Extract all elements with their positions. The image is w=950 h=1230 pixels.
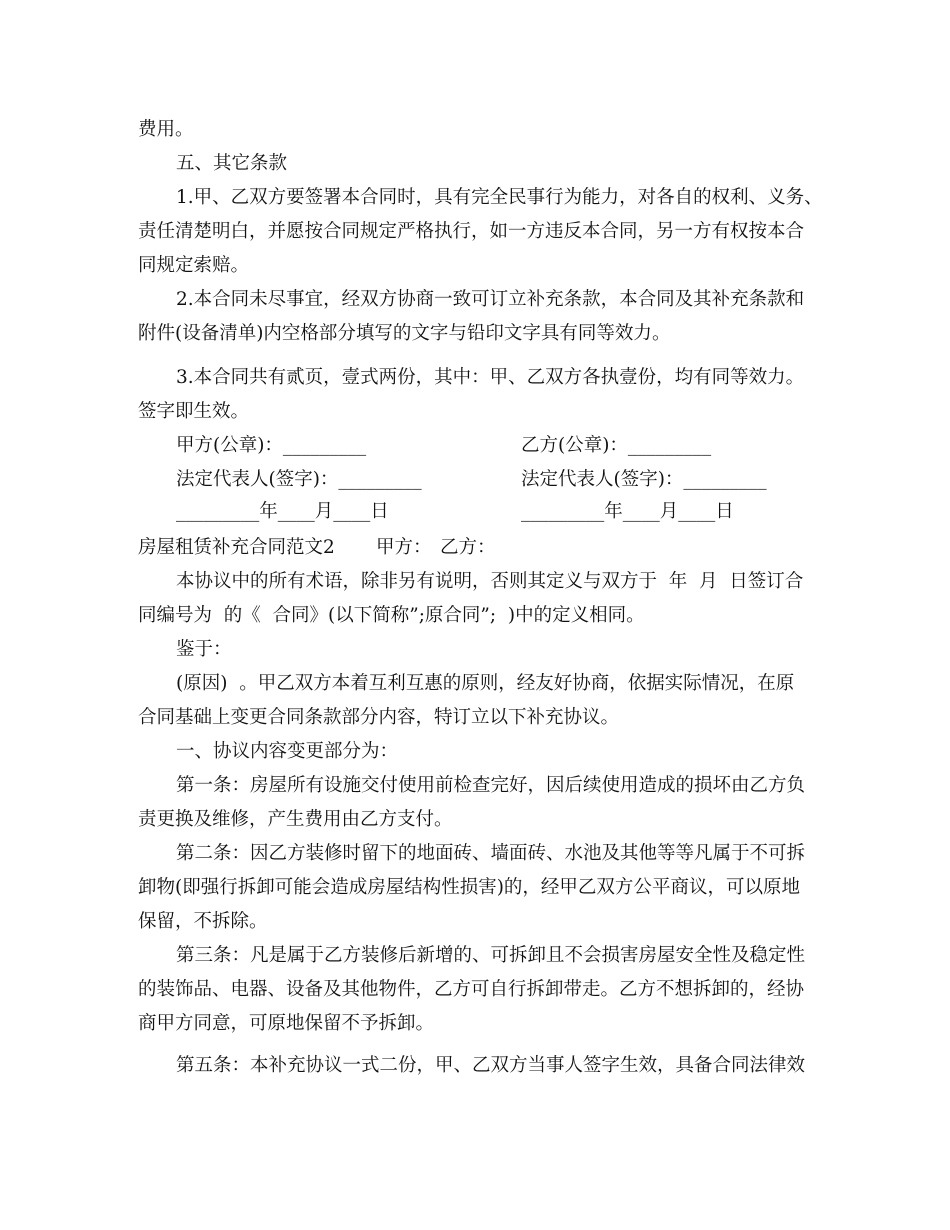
text-line: 第一条：房屋所有设施交付使用前检查完好，因后续使用造成的损坏由乙方负 — [176, 775, 806, 796]
text-line: 的装饰品、电器、设备及其他物件，乙方可自行拆卸带走。乙方不想拆卸的，经协 — [138, 979, 805, 1000]
party-b-label: 乙方： — [440, 537, 496, 558]
text-line: 费用。 — [138, 119, 194, 140]
text-line: 1.甲、乙双方要签署本合同时，具有完全民事行为能力，对各自的权利、义务、 — [176, 187, 823, 208]
text-line: 3.本合同共有贰页，壹式两份，其中：甲、乙双方各执壹份，均有同等效力。 — [176, 367, 805, 388]
text-line: 卸物(即强行拆卸可能会造成房屋结构性损害)的，经甲乙双方公平商议，可以原地 — [138, 877, 800, 898]
party-b-seal-field: 乙方(公章)：_________ — [521, 435, 712, 456]
text-line: 保留，不拆除。 — [138, 911, 268, 932]
text-line: 责更换及维修，产生费用由乙方支付。 — [138, 809, 453, 830]
text-line: 第三条：凡是属于乙方装修后新增的、可拆卸且不会损害房屋安全性及稳定性 — [176, 945, 806, 966]
text-line: 本协议中的所有术语，除非另有说明，否则其定义与双方于 年 月 日签订合 — [176, 571, 804, 592]
party-b-rep-field: 法定代表人(签字)：_________ — [521, 469, 767, 490]
text-line: 签字即生效。 — [138, 401, 250, 422]
text-line: 附件(设备清单)内空格部分填写的文字与铅印文字具有同等效力。 — [138, 323, 671, 344]
section-heading: 一、协议内容变更部分为： — [176, 741, 399, 762]
section-heading: 五、其它条款 — [176, 153, 288, 174]
text-line: 鉴于： — [176, 639, 232, 660]
text-line: 合同基础上变更合同条款部分内容，特订立以下补充协议。 — [138, 707, 620, 728]
text-line: 2.本合同未尽事宜，经双方协商一致可订立补充条款，本合同及其补充条款和 — [176, 289, 805, 310]
document-title: 房屋租赁补充合同范文2 — [138, 537, 335, 558]
text-line: 同编号为 的《 合同》(以下简称”;原合同”; )中的定义相同。 — [138, 605, 645, 626]
party-b-date-field: _________年____月____日 — [521, 501, 734, 522]
text-line: 责任清楚明白，并愿按合同规定严格执行，如一方违反本合同，另一方有权按本合 — [138, 221, 805, 242]
text-line: 商甲方同意，可原地保留不予拆卸。 — [138, 1013, 435, 1034]
party-a-rep-field: 法定代表人(签字)：_________ — [176, 469, 422, 490]
text-line: (原因) 。甲乙双方本着互利互惠的原则，经友好协商，依据实际情况，在原 — [176, 673, 795, 694]
party-a-seal-field: 甲方(公章)：_________ — [176, 435, 367, 456]
text-line: 第二条：因乙方装修时留下的地面砖、墙面砖、水池及其他等等凡属于不可拆 — [176, 843, 806, 864]
party-a-label: 甲方： — [376, 537, 432, 558]
text-line: 第五条：本补充协议一式二份，甲、乙双方当事人签字生效，具备合同法律效 — [176, 1055, 806, 1076]
text-line: 同规定索赔。 — [138, 255, 250, 276]
party-a-date-field: _________年____月____日 — [176, 501, 389, 522]
